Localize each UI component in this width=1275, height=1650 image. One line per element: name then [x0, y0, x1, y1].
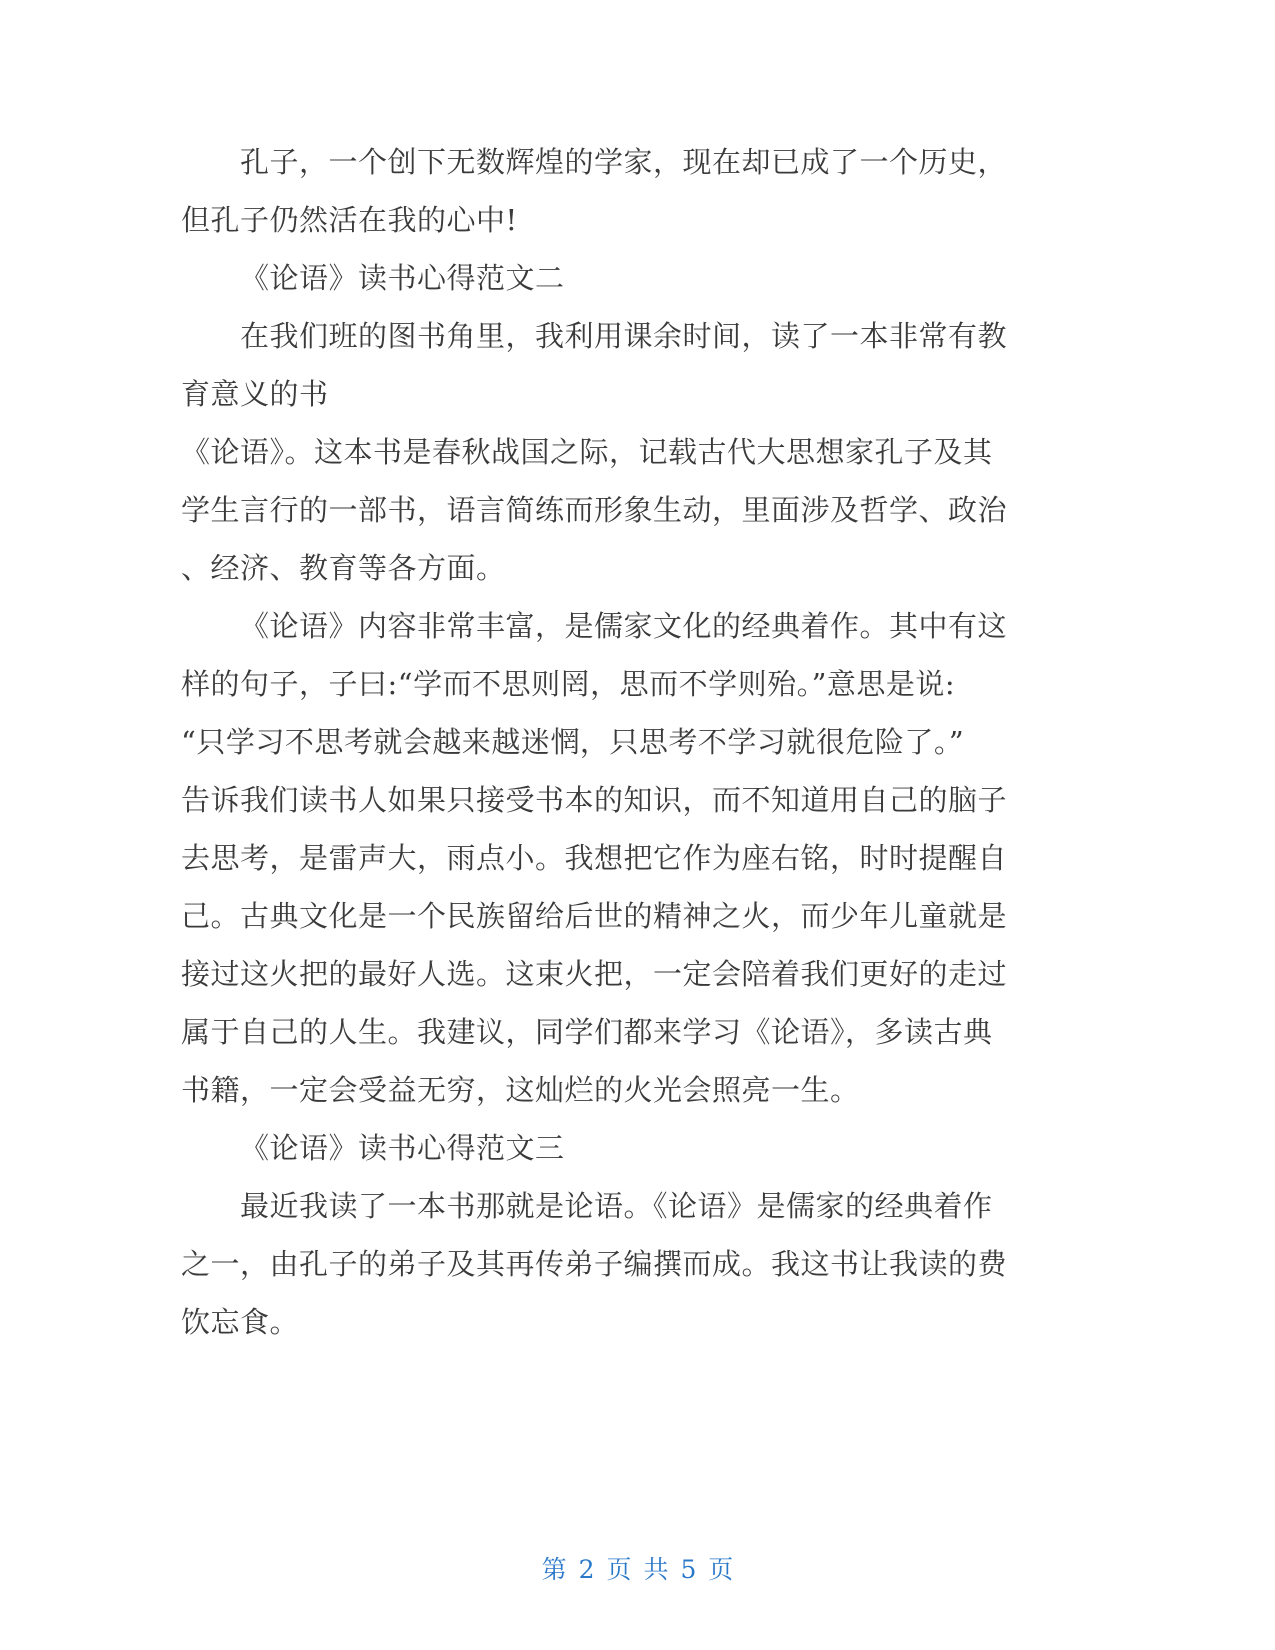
body-line: 但孔子仍然活在我的心中!	[181, 203, 518, 237]
body-line: 《论语》。这本书是春秋战国之际，记载古代大思想家孔子及其	[181, 435, 993, 469]
body-line: 学生言行的一部书，语言简练而形象生动，里面涉及哲学、政治	[181, 493, 1008, 527]
body-line: 去思考，是雷声大，雨点小。我想把它作为座右铭，时时提醒自	[181, 841, 1008, 875]
footer-total-pages: 5	[680, 1555, 697, 1584]
footer-current-page: 2	[578, 1555, 595, 1584]
section-heading: 《论语》读书心得范文二	[240, 261, 565, 295]
footer-prefix: 第	[541, 1555, 567, 1584]
body-line: 饮忘食。	[181, 1305, 300, 1339]
body-line: 育意义的书	[181, 377, 329, 411]
body-line: 之一，由孔子的弟子及其再传弟子编撰而成。我这书让我读的费	[181, 1247, 1008, 1281]
body-line: 、经济、教育等各方面。	[181, 551, 506, 585]
body-line: 孔子，一个创下无数辉煌的学家，现在却已成了一个历史，	[240, 145, 1008, 179]
body-line: 告诉我们读书人如果只接受书本的知识，而不知道用自己的脑子	[181, 783, 1008, 817]
body-line: “只学习不思考就会越来越迷惘，只思考不学习就很危险了。”	[181, 725, 965, 759]
body-line: 在我们班的图书角里，我利用课余时间，读了一本非常有教	[240, 319, 1008, 353]
footer-suffix: 页	[708, 1555, 734, 1584]
body-line: 《论语》内容非常丰富，是儒家文化的经典着作。其中有这	[240, 609, 1008, 643]
section-heading: 《论语》读书心得范文三	[240, 1131, 565, 1165]
footer-page-word: 页	[606, 1555, 632, 1584]
body-line: 最近我读了一本书那就是论语。《论语》是儒家的经典着作	[240, 1189, 993, 1223]
body-line: 样的句子，子曰:“学而不思则罔，思而不学则殆。”意思是说:	[181, 667, 956, 701]
body-line: 己。古典文化是一个民族留给后世的精神之火，而少年儿童就是	[181, 899, 1008, 933]
footer-total-word: 共	[643, 1555, 669, 1584]
body-line: 属于自己的人生。我建议，同学们都来学习《论语》，多读古典	[181, 1015, 993, 1049]
page-number-footer	[0, 1553, 1275, 1587]
body-line: 书籍，一定会受益无穷，这灿烂的火光会照亮一生。	[181, 1073, 860, 1107]
body-line: 接过这火把的最好人选。这束火把，一定会陪着我们更好的走过	[181, 957, 1008, 991]
